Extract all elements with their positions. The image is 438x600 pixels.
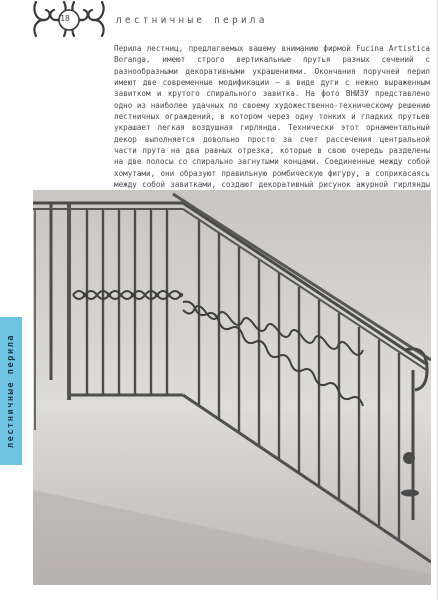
body-text: Перила лестниц, предлагаемых вашему вниманию фирмой Fucina Artistica Boranga, имеют строго вертикальные прутья разных сечений с разнообразными декоративными украшениями. Окончания поручней перил имеют две современные модификации – в виде дуги с нежно выраженным завитком и крутого спирального завитка. На фото ВНИЗУ представлено одно из наиболее удачных по своему художественно-техническому решению лестничных ограждений, в котором через одну тонких и гладких прутьев украшает легкая воздушная гирлянда. Технически этот орнаментальный декор выполняется довольно просто за счет рассечения центральной части прута на два равных отрезка, которые в свою очередь разделены на две полосы со спирально загнутыми концами. Соединенные между собой хомутами, они образуют правильную ромбическую фигуру, а соприкасаясь между собой завитками, создают декоративный рисунок ажурной гирлянды	[114, 44, 430, 190]
side-tab	[0, 317, 22, 465]
section-header: лестничные перила	[116, 15, 268, 26]
railing-photo	[33, 190, 431, 585]
side-tab-label: лестничные перила	[6, 333, 16, 449]
page-number: 18	[60, 14, 70, 23]
stair-railing-illustration	[33, 190, 431, 585]
